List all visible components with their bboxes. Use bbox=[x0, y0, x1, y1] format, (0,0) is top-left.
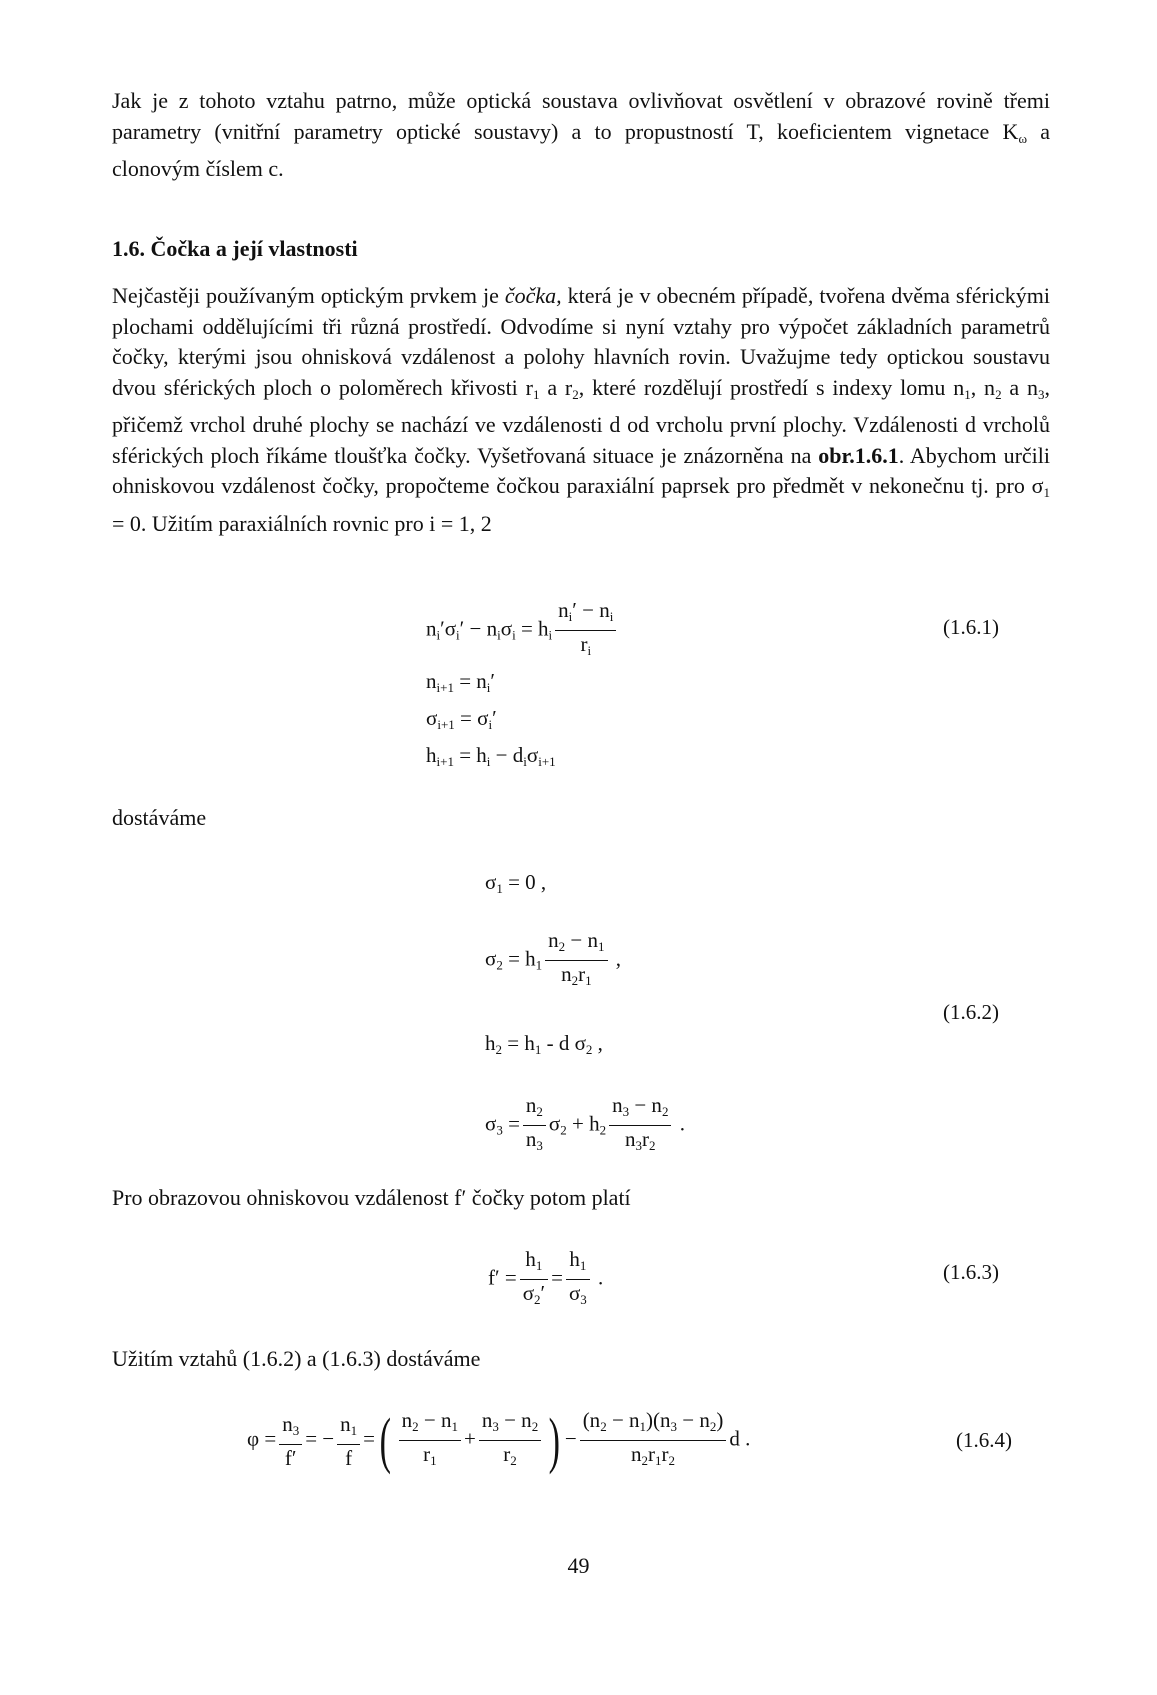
equation-1-6-1-line4: $h_{i+1} = h_i - d_i\sigma_{i+1}$ bbox=[426, 743, 556, 769]
equation-1-6-3: f′ = $\frac{h_1}{\sigma_2'}$ = $\frac{h_1}{\sigma_3}$ . bbox=[488, 1247, 604, 1307]
equation-1-6-2-line2: $\sigma_2 = h_1$ $\frac{n_2 - n_1}{n_2r_1}$ , bbox=[485, 928, 622, 988]
equation-1-6-1-line1: $n_i'\sigma_i' - n_i\sigma_i = h_i$ $\frac{n_i' - n_i}{r_i}$ bbox=[426, 598, 619, 663]
intro-paragraph: Jak je z tohoto vztahu patrno, může optická soustava ovlivňovat osvětlení v obrazové rovině třemi parametry (vnitřní parametry optické soustavy) a to propustností T, koeficientem vignetace $K_\omega$ a clonovým číslem c. bbox=[112, 88, 1050, 181]
page-number: 49 bbox=[567, 1553, 590, 1578]
equation-1-6-1-line2: $n_{i+1} = n_i'$ bbox=[426, 669, 496, 695]
section-heading: 1.6. Čočka a její vlastnosti bbox=[112, 236, 358, 261]
equation-number-1-6-2: (1.6.2) bbox=[943, 1000, 999, 1024]
equation-1-6-1-line3: $\sigma_{i+1} = \sigma_i'$ bbox=[426, 706, 497, 732]
equation-1-6-4: φ = $\frac{n_3}{f'}$ = − $\frac{n_1}{f}$ =( $\frac{n_2 - n_1}{r_1}$ + $\frac{n_3 - n_2}{r_2}$ ) − $\frac{(n_2 - n_1)(n_3 - n_2)}{n_2r_1r_2}$ d . bbox=[247, 1406, 751, 1475]
equation-number-1-6-1: (1.6.1) bbox=[943, 615, 999, 639]
equation-1-6-2-line4: $\sigma_3$ = $\frac{n_2}{n_3}$ $\sigma_2 + h_2$ $\frac{n_3 - n_2}{n_3r_2}$ . bbox=[485, 1093, 685, 1153]
uzitim-text: Užitím vztahů (1.6.2) a (1.6.3) dostáváme bbox=[112, 1346, 481, 1371]
dostavame-text: dostáváme bbox=[112, 805, 207, 830]
equation-1-6-2-line3: $h_2 = h_1 - d$ $\sigma_2$ , bbox=[485, 1031, 603, 1057]
equation-number-1-6-3: (1.6.3) bbox=[943, 1260, 999, 1284]
equation-1-6-2-line1: $\sigma_1 = 0$ , bbox=[485, 870, 547, 896]
pro-obrazovou-text: Pro obrazovou ohniskovou vzdálenost f′ čočky potom platí bbox=[112, 1185, 631, 1210]
lens-paragraph: Nejčastěji používaným optickým prvkem je čočka, která je v obecném případě, tvořena dvěma sférickými plochami oddělujícími tři různá prostředí. Odvodíme si nyní vztahy pro výpočet základních parametrů čočky, kterými jsou ohnisková vzdálenost a polohy hlavních rovin. Uvažujme tedy optickou soustavu dvou sférických ploch o poloměrech křivosti $r_1$ a $r_2$, které rozdělují prostředí s indexy lomu $n_1$, $n_2$ a $n_3$, přičemž vrchol druhé plochy se nachází ve vzdálenosti d od vrcholu první plochy. Vzdálenosti d vrcholů sférických ploch říkáme tloušťka čočky. Vyšetřovaná situace je znázorněna na obr.1.6.1. Abychom určili ohniskovou vzdálenost čočky, propočteme čočkou paraxiální paprsek pro předmět v nekonečnu tj. pro $\sigma_1 = 0$. Užitím paraxiálních rovnic pro i = 1, 2 bbox=[112, 283, 1051, 536]
equation-number-1-6-4: (1.6.4) bbox=[956, 1428, 1012, 1452]
